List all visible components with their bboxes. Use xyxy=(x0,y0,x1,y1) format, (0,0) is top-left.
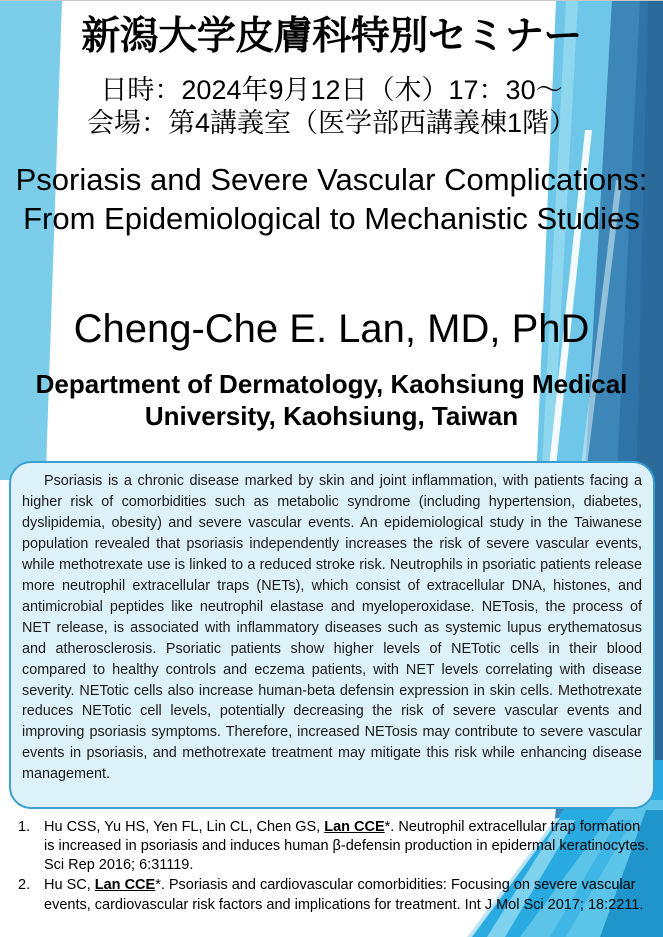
reference-authors-before: Hu CSS, Yu HS, Yen FL, Lin CL, Chen GS, xyxy=(44,819,325,835)
abstract-panel xyxy=(9,461,655,809)
speaker-name: Cheng-Che E. Lan, MD, PhD xyxy=(73,307,590,351)
reference-highlight-author: Lan CCE xyxy=(324,819,385,835)
speaker-affiliation: Department of Dermatology, Kaohsiung Medical University, Kaohsiung, Taiwan xyxy=(35,369,628,432)
reference-list xyxy=(8,818,653,916)
reference-number: 2. xyxy=(18,877,31,894)
seminar-venue: 会場：第4講義室（医学部西講義棟1階） xyxy=(86,107,577,138)
seminar-meta xyxy=(0,74,663,140)
reference-citation-after: *. Neutrophil extracellular trap formation is increased in psoriasis and induces human β-defensin production in epidermal keratinocytes. Sci Rep 2016; 6:31119. xyxy=(44,819,649,874)
lecture-title: Psoriasis and Severe Vascular Complications: From Epidemiological to Mechanistic Studies xyxy=(15,162,648,237)
reference-authors-before: Hu SC, xyxy=(44,877,95,894)
reference-highlight-author: Lan CCE xyxy=(94,877,156,894)
page-title: 新潟大学皮膚科特別セミナー xyxy=(81,15,582,58)
list-item xyxy=(8,876,653,914)
seminar-datetime: 日時：2024年9月12日（木）17：30〜 xyxy=(100,75,563,105)
reference-number: 1. xyxy=(18,819,31,835)
list-item xyxy=(8,818,653,875)
reference-citation-after: *. Psoriasis and cardiovascular comorbidities: Focusing on severe vascular events, cardiovascular risk factors and implications for treatment. Int J Mol Sci 2017; 18:2211. xyxy=(44,877,644,913)
reference-text xyxy=(44,876,653,914)
reference-text xyxy=(44,818,653,875)
abstract-text: Psoriasis is a chronic disease marked by skin and joint inflammation, with patients facing a higher risk of comorbidities such as metabolic syndrome (including hypertension, diabetes, dyslipidemia, obesity) and severe vascular events. An epidemiological study in the Taiwanese population revealed that psoriasis independently increases the risk of severe vascular events, while methotrexate use is linked to a reduced stroke risk. Neutrophils in psoriatic patients release more neutrophil extracellular traps (NETs), which consist of extracellular DNA, histones, and antimicrobial peptides like neutrophil elastase and myeloperoxidase. NETosis, the process of NET release, is associated with inflammatory diseases such as systemic lupus erythematosus and atherosclerosis. Psoriatic patients show higher levels of NETotic cells in their blood compared to healthy controls and eczema patients, with NET levels correlating with disease severity. NETotic cells also increase human-beta defensin expression in skin cells. Methotrexate reduces NETotic cell levels, potentially decreasing the risk of severe vascular events and improving psoriasis symptoms. Therefore, increased NETosis may contribute to severe vascular events in psoriasis, and methotrexate treatment may mitigate this risk while enhancing disease management. xyxy=(22,473,642,783)
